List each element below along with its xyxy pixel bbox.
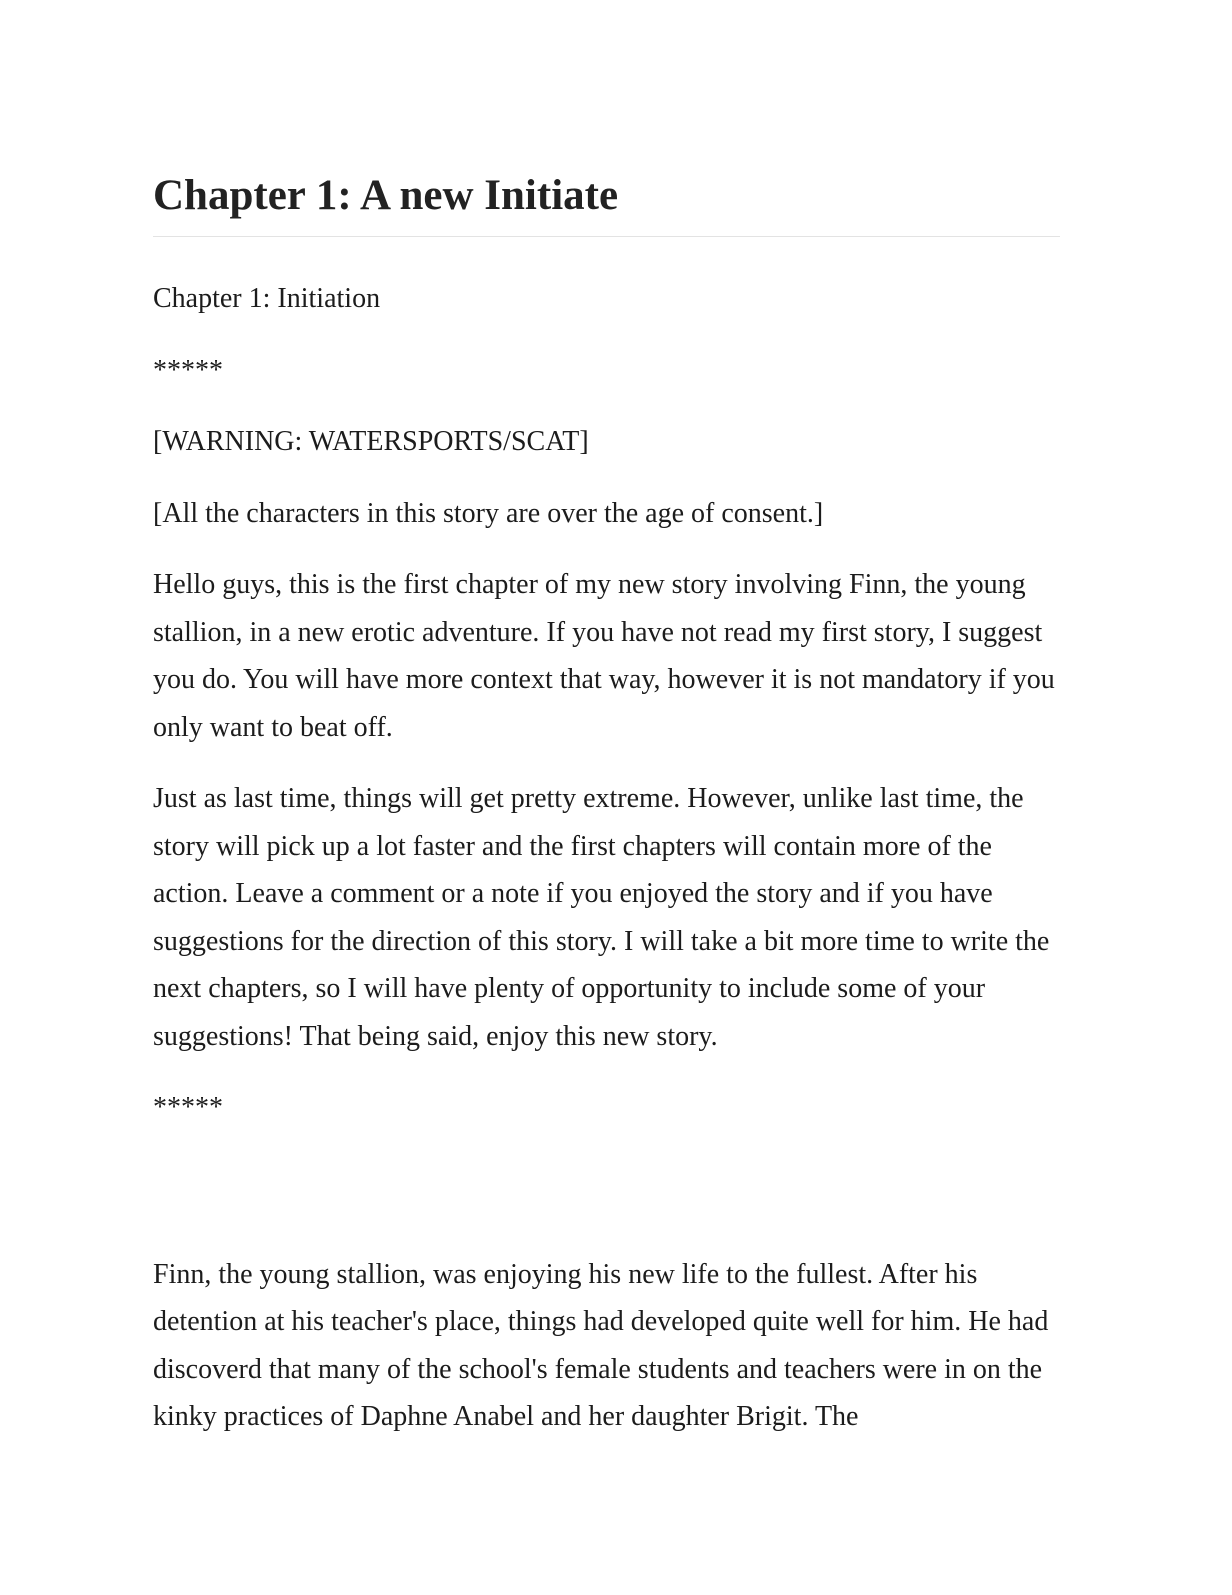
- chapter-content: [153, 237, 1060, 1441]
- separator: *****: [153, 354, 223, 386]
- content-warning: [WARNING: WATERSPORTS/SCAT]: [153, 426, 589, 457]
- author-note-paragraph: Hello guys, this is the first chapter of my new story involving Finn, the young stallion, in a new erotic adventure. If you have not read my first story, I suggest you do. You will have more context that way, however it is not mandatory if you only want to beat off.: [153, 569, 1055, 743]
- chapter-subtitle: Chapter 1: Initiation: [153, 283, 381, 314]
- chapter-title: Chapter 1: A new Initiate: [153, 0, 1060, 237]
- author-note-paragraph: Just as last time, things will get pretty extreme. However, unlike last time, the story will pick up a lot faster and the first chapters will contain more of the action. Leave a comment or a note if you enjoyed the story and if you have suggestions for the direction of this story. I will take a bit more time to write the next chapters, so I will have plenty of opportunity to include some of your suggestions! That being said, enjoy this new story.: [153, 783, 1050, 1052]
- age-disclaimer: [All the characters in this story are over the age of consent.]: [153, 497, 824, 529]
- story-paragraph: Finn, the young stallion, was enjoying his new life to the fullest. After his detention at his teacher's place, things had developed quite well for him. He had discoverd that many of the school's female students and teachers were in on the kinky practices of Daphne Anabel and her daughter Brigit. The: [153, 1258, 1049, 1432]
- document-page: [153, 0, 1060, 1441]
- separator: *****: [153, 1092, 223, 1123]
